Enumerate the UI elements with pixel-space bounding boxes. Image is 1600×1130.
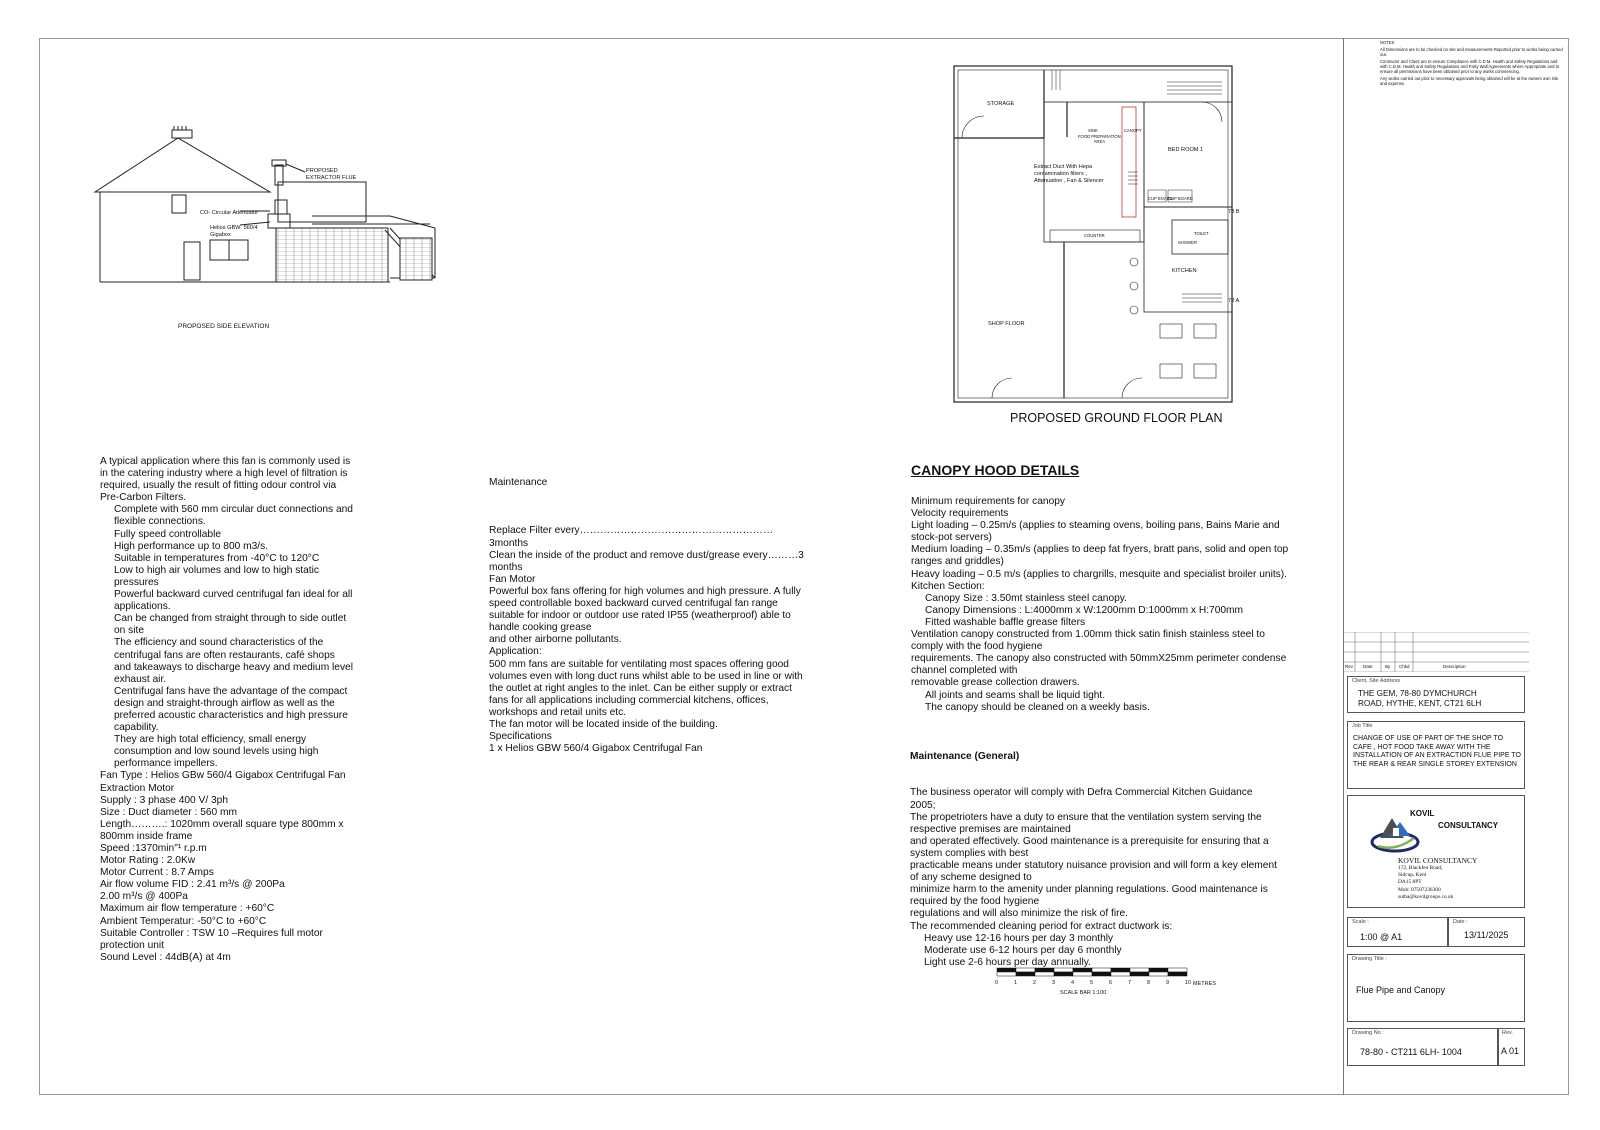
fan-spec-line: Suitable Controller : TSW 10 –Requires full motor protection unit	[100, 927, 323, 951]
fan-spec-line: Centrifugal fans have the advantage of the compact design and straight-through airflow as well as the preferred acoustic characteristics and high pressure capability.	[114, 685, 348, 734]
canopy-line: The canopy should be cleaned on a weekly basis.	[925, 701, 1150, 713]
plan-room-bedroom: BED ROOM 1	[1168, 147, 1204, 153]
notes-line: Any works carried out prior to necessary approvals being obtained will be at the owners own risk and expense.	[1380, 76, 1559, 86]
plan-room-shop-floor: SHOP FLOOR	[988, 321, 1025, 327]
maintenance-line: 1 x Helios GBW 560/4 Gigabox Centrifugal Fan	[489, 743, 703, 755]
scale-tick-label: 5	[1090, 980, 1094, 986]
revision-header: Date	[1363, 664, 1373, 669]
scale-segment	[1111, 972, 1130, 976]
scale-tick-label: 7	[1128, 980, 1132, 986]
plan-canopy: CANOPY	[1124, 128, 1142, 133]
scale-segment	[1111, 968, 1130, 972]
fan-spec-line: Can be changed from straight through to side outlet on site	[114, 613, 347, 637]
drawing-title-box	[1347, 954, 1525, 1022]
client-value: THE GEM, 78-80 DYMCHURCH ROAD, HYTHE, KENT, CT21 6LH	[1358, 689, 1482, 708]
revision-header: Chkd	[1399, 664, 1410, 669]
drawing-title-value: Flue Pipe and Canopy	[1356, 985, 1446, 995]
scale-segment	[1130, 968, 1149, 972]
plan-counter: COUNTER	[1084, 233, 1105, 238]
maintenance-general-line: Moderate use 6-12 hours per day 6 monthly	[924, 944, 1122, 956]
fan-spec-line: Size : Duct diameter : 560 mm	[100, 806, 238, 818]
plan-number-78a: 78 A	[1228, 298, 1240, 304]
scale-tick-label: 8	[1147, 980, 1151, 986]
maintenance-general-line: The business operator will comply with Defra Commercial Kitchen Guidance 2005;	[910, 787, 1253, 811]
revision-table	[1343, 632, 1529, 672]
scale-tick-label: 10	[1185, 980, 1192, 986]
canopy-details-text	[911, 496, 1291, 714]
canopy-title: CANOPY HOOD DETAILS	[911, 462, 1080, 478]
scale-segment	[1149, 972, 1168, 976]
fan-spec-line: Fully speed controllable	[114, 528, 222, 540]
scale-segment	[1073, 968, 1092, 972]
fan-spec-line: Length……….: 1020mm overall square type 800mm x 800mm inside frame	[100, 818, 344, 842]
scale-segment	[1016, 972, 1035, 976]
fan-spec-line: Ambient Temperatur: -50°C to +60°C	[100, 915, 267, 927]
canopy-line: Minimum requirements for canopy	[911, 496, 1066, 507]
client-box	[1347, 676, 1525, 713]
canopy-line: Fitted washable baffle grease filters	[925, 616, 1086, 628]
scale-label: Scale :	[1352, 919, 1369, 925]
scale-segment	[1016, 968, 1035, 972]
company-name: KOVIL CONSULTANCY	[1398, 856, 1478, 865]
maintenance-general-line: Light use 2-6 hours per day annually.	[924, 956, 1091, 968]
canopy-line: Kitchen Section:	[911, 580, 985, 592]
plan-caption: PROPOSED GROUND FLOOR PLAN	[1010, 411, 1223, 425]
scale-segment	[1054, 972, 1073, 976]
maintenance-line: Powerful box fans offering for high volumes and high pressure. A fully speed controllable boxed backward curved centrifugal fan range suitable for indoor or outdoor use rated IP55 (weatherproof) able to handle cooking grease	[489, 585, 801, 634]
canopy-line: Light loading – 0.25m/s (applies to steaming ovens, boiling pans, Bains Marie and stock-pot servers)	[911, 520, 1280, 544]
maintenance-general-line: regulations and will also minimize the risk of fire.	[910, 908, 1128, 920]
canopy-line: Medium loading – 0.35m/s (applies to deep fat fryers, bratt pans, solid and open top ranges and griddles)	[911, 544, 1289, 568]
elevation-label-helios: Helios GBW 560/4 Gigabox	[210, 225, 258, 238]
fan-spec-line: They are high total efficiency, small energy consumption and low sound levels using high performance impellers.	[114, 734, 319, 770]
canopy-line: removable grease collection drawers.	[911, 677, 1080, 689]
plan-room-storage: STORAGE	[987, 101, 1015, 107]
drawing-number-label: Drawing No :	[1352, 1030, 1384, 1036]
maintenance-general-line: and operated effectively. Good maintenance is a prerequisite for ensuring that a system complies with best	[910, 835, 1269, 859]
scale-bar-caption: SCALE BAR 1:100	[1060, 990, 1107, 996]
revision-header: By	[1385, 664, 1391, 669]
maintenance-line: The fan motor will be located inside of the building.	[489, 718, 718, 730]
maintenance-general-line: minimize harm to the amenity under planning regulations. Good maintenance is required by the food hygiene	[910, 884, 1268, 908]
maintenance-title: Maintenance	[489, 477, 548, 489]
canopy-line: Heavy loading – 0.5 m/s (applies to chargrills, mesquite and specialist broiler units).	[911, 568, 1287, 580]
plan-room-toilet: TOILET	[1194, 231, 1209, 236]
scale-segment	[1035, 968, 1054, 972]
scale-segment	[1168, 972, 1187, 976]
plan-sink: SINK	[1088, 128, 1098, 133]
fan-spec-line: 2.00 m³/s @ 400Pa	[100, 891, 188, 903]
scale-bar-ticks	[995, 980, 1195, 990]
logo-kovil-text: KOVIL	[1410, 809, 1435, 818]
maintenance-general-line: The recommended cleaning period for extract ductwork is:	[910, 920, 1173, 932]
scale-segment	[1149, 968, 1168, 972]
fan-spec-line: High performance up to 800 m3/s.	[114, 540, 269, 552]
elevation-caption: PROPOSED SIDE ELEVATION	[178, 323, 270, 330]
maintenance-block	[489, 453, 811, 767]
fan-spec-line: Complete with 560 mm circular duct connections and flexible connections.	[114, 504, 353, 528]
scale-box	[1347, 917, 1448, 947]
maintenance-general-line: Heavy use 12-16 hours per day 3 monthly	[924, 932, 1114, 944]
fan-spec-text	[100, 456, 354, 964]
drawing-number-box	[1347, 1028, 1498, 1066]
fan-spec-line: Motor Rating : 2.0Kw	[100, 855, 196, 867]
scale-segment	[1130, 972, 1149, 976]
scale-segment	[1035, 972, 1054, 976]
scale-tick-label: 2	[1033, 980, 1037, 986]
maintenance-general-lines	[910, 787, 1278, 968]
date-label: Date :	[1453, 919, 1468, 925]
fan-spec-line: Speed :1370min"¹ r.p.m	[100, 843, 207, 854]
scale-segment	[1092, 972, 1111, 976]
maintenance-general-block	[910, 727, 1278, 981]
fan-spec-line: Supply : 3 phase 400 V/ 3ph	[100, 794, 229, 806]
fan-spec-line: Sound Level : 44dB(A) at 4m	[100, 951, 231, 963]
revision-value: A 01	[1501, 1046, 1520, 1056]
canopy-line: Ventilation canopy constructed from 1.00mm thick satin finish stainless steel to comply with the food hygiene	[911, 629, 1265, 653]
canopy-line: Velocity requirements	[911, 508, 1009, 520]
scale-segment	[1054, 968, 1073, 972]
maintenance-general-line: practicable means under statutory nuisance provision and will form a key element of any scheme designed to	[910, 860, 1277, 884]
maintenance-line: Replace Filter every…………………………………………………3months	[489, 525, 774, 549]
scale-segment	[1092, 968, 1111, 972]
scale-value: 1:00 @ A1	[1360, 932, 1403, 942]
maintenance-line: and other airborne pollutants.	[489, 634, 622, 646]
plan-number-78b: 78 B	[1228, 209, 1240, 215]
scale-segment	[1168, 968, 1187, 972]
fan-spec-line: Maximum air flow temperature : +60°C	[100, 903, 275, 915]
plan-shower: SHOWER	[1178, 240, 1197, 245]
revision-header: Rev	[1345, 664, 1354, 669]
job-title-box	[1347, 721, 1525, 789]
date-value: 13/11/2025	[1464, 930, 1509, 940]
maintenance-general-line: The propetrioters have a duty to ensure that the ventilation system serving the respective premises are maintained	[910, 811, 1262, 835]
fan-spec-line: Air flow volume FID : 2.41 m³/s @ 200Pa	[100, 879, 285, 891]
date-box	[1448, 917, 1525, 947]
fan-spec-line: Motor Current : 8.7 Amps	[100, 867, 214, 879]
fan-spec-line: Powerful backward curved centrifugal fan ideal for all applications.	[114, 589, 353, 613]
revision-label: Rev.	[1502, 1030, 1513, 1036]
plan-duct-note: Extract Duct With Hepa contamination filters , Attenuation , Fan & Silencer	[1034, 164, 1104, 184]
job-title-value: CHANGE OF USE OF PART OF THE SHOP TO CAFE , HOT FOOD TAKE AWAY WITH THE INSTALLATION OF AN EXTRACTION FLUE PIPE TO THE REAR & REAR SINGLE STOREY EXTENSION	[1353, 735, 1521, 768]
scale-segment	[997, 972, 1016, 976]
scale-tick-label: 6	[1109, 980, 1113, 986]
notes-title: NOTES	[1380, 40, 1395, 45]
fan-spec-line: A typical application where this fan is commonly used is in the catering industry where a high level of filtration is required, usually the result of fitting odour control via Pre-Carbon Filters.	[100, 456, 351, 504]
side-elevation-drawing	[90, 120, 450, 340]
maintenance-general-title: Maintenance (General)	[910, 751, 1020, 763]
elevation-label-attenuator: CO- Circular Attenuator	[200, 210, 259, 216]
plan-room-kitchen: KITCHEN	[1172, 268, 1197, 274]
company-box	[1347, 795, 1525, 908]
scale-segment	[997, 968, 1016, 972]
job-title-label: Job Title	[1352, 723, 1373, 729]
fan-spec-line: Suitable in temperatures from -40°C to 120°C	[114, 552, 320, 564]
fan-spec-line: Low to high air volumes and low to high static pressures	[114, 564, 319, 588]
scale-tick-label: 3	[1052, 980, 1056, 986]
drawing-title-label: Drawing Title :	[1352, 956, 1387, 962]
notes-line: All Dimensions are to be checked on site and measurements Reported prior to works being carried out.	[1380, 47, 1563, 57]
maintenance-line: Application:	[489, 646, 542, 658]
revision-box	[1498, 1028, 1525, 1066]
logo-consultancy-text: CONSULTANCY	[1438, 821, 1499, 830]
canopy-line: Canopy Dimensions : L:4000mm x W:1200mm D:1000mm x H:700mm	[925, 604, 1244, 616]
revision-headers	[1343, 664, 1529, 672]
elevation-label-flue: PROPOSED EXTRACTOR FLUE	[306, 168, 357, 181]
notes-line: Contractor and Client are to ensure Compliance with C.D.M. Health and Safety Regulations and with C.D.M. Health and Safety Regulations and Party Wall Agreements where Appropriate and to ensure all permissions have been obtained prior to any works commencing.	[1380, 59, 1560, 74]
maintenance-lines	[489, 525, 811, 755]
fan-spec-line: Fan Type : Helios GBw 560/4 Gigabox Centrifugal Fan Extraction Motor	[100, 770, 346, 794]
canopy-line: All joints and seams shall be liquid tight.	[925, 689, 1106, 701]
drawing-number-value: 78-80 - CT211 6LH- 1004	[1360, 1047, 1462, 1057]
scale-segment	[1073, 972, 1092, 976]
scale-tick-label: 1	[1014, 980, 1018, 986]
scale-bar-unit: METRES	[1193, 981, 1216, 987]
canopy-line: Canopy Size : 3.50mt stainless steel canopy.	[925, 592, 1127, 604]
scale-tick-label: 0	[995, 980, 999, 986]
maintenance-line: Fan Motor	[489, 573, 536, 585]
maintenance-line: Specifications	[489, 731, 552, 743]
plan-room-food-prep: FOOD PREPARATION AREA	[1078, 134, 1121, 144]
client-label: Client, Site Address	[1352, 678, 1400, 684]
scale-tick-label: 4	[1071, 980, 1075, 986]
canopy-line: requirements. The canopy also constructed with 50mmX25mm perimeter condense channel completed with	[911, 653, 1287, 677]
maintenance-line: 500 mm fans are suitable for ventilating most spaces offering good volumes even with long duct runs whilst able to be used in line or with the outlet at right angles to the inlet. Can be either supply or extract fans for all applications including commercial kitchens, offices, workshops and retail units etc.	[489, 658, 803, 718]
fan-spec-line: The efficiency and sound characteristics of the centrifugal fans are often restaurants, café shops and takeaways to discharge heavy and medium level exhaust air.	[114, 637, 353, 685]
revision-header: Description	[1443, 664, 1466, 669]
scale-tick-label: 9	[1166, 980, 1170, 986]
maintenance-line: Clean the inside of the product and remove dust/grease every………3 months	[489, 549, 804, 573]
plan-cupboard-1: CUP BOARD	[1148, 196, 1173, 201]
plan-cupboard-2: CUP BOARD	[1168, 196, 1193, 201]
company-address: 172, Blackfen Road, Sidcup, Kent DA15 8PT Mob: 07507236300 sutha@kovilgroups.co.uk	[1398, 865, 1454, 900]
